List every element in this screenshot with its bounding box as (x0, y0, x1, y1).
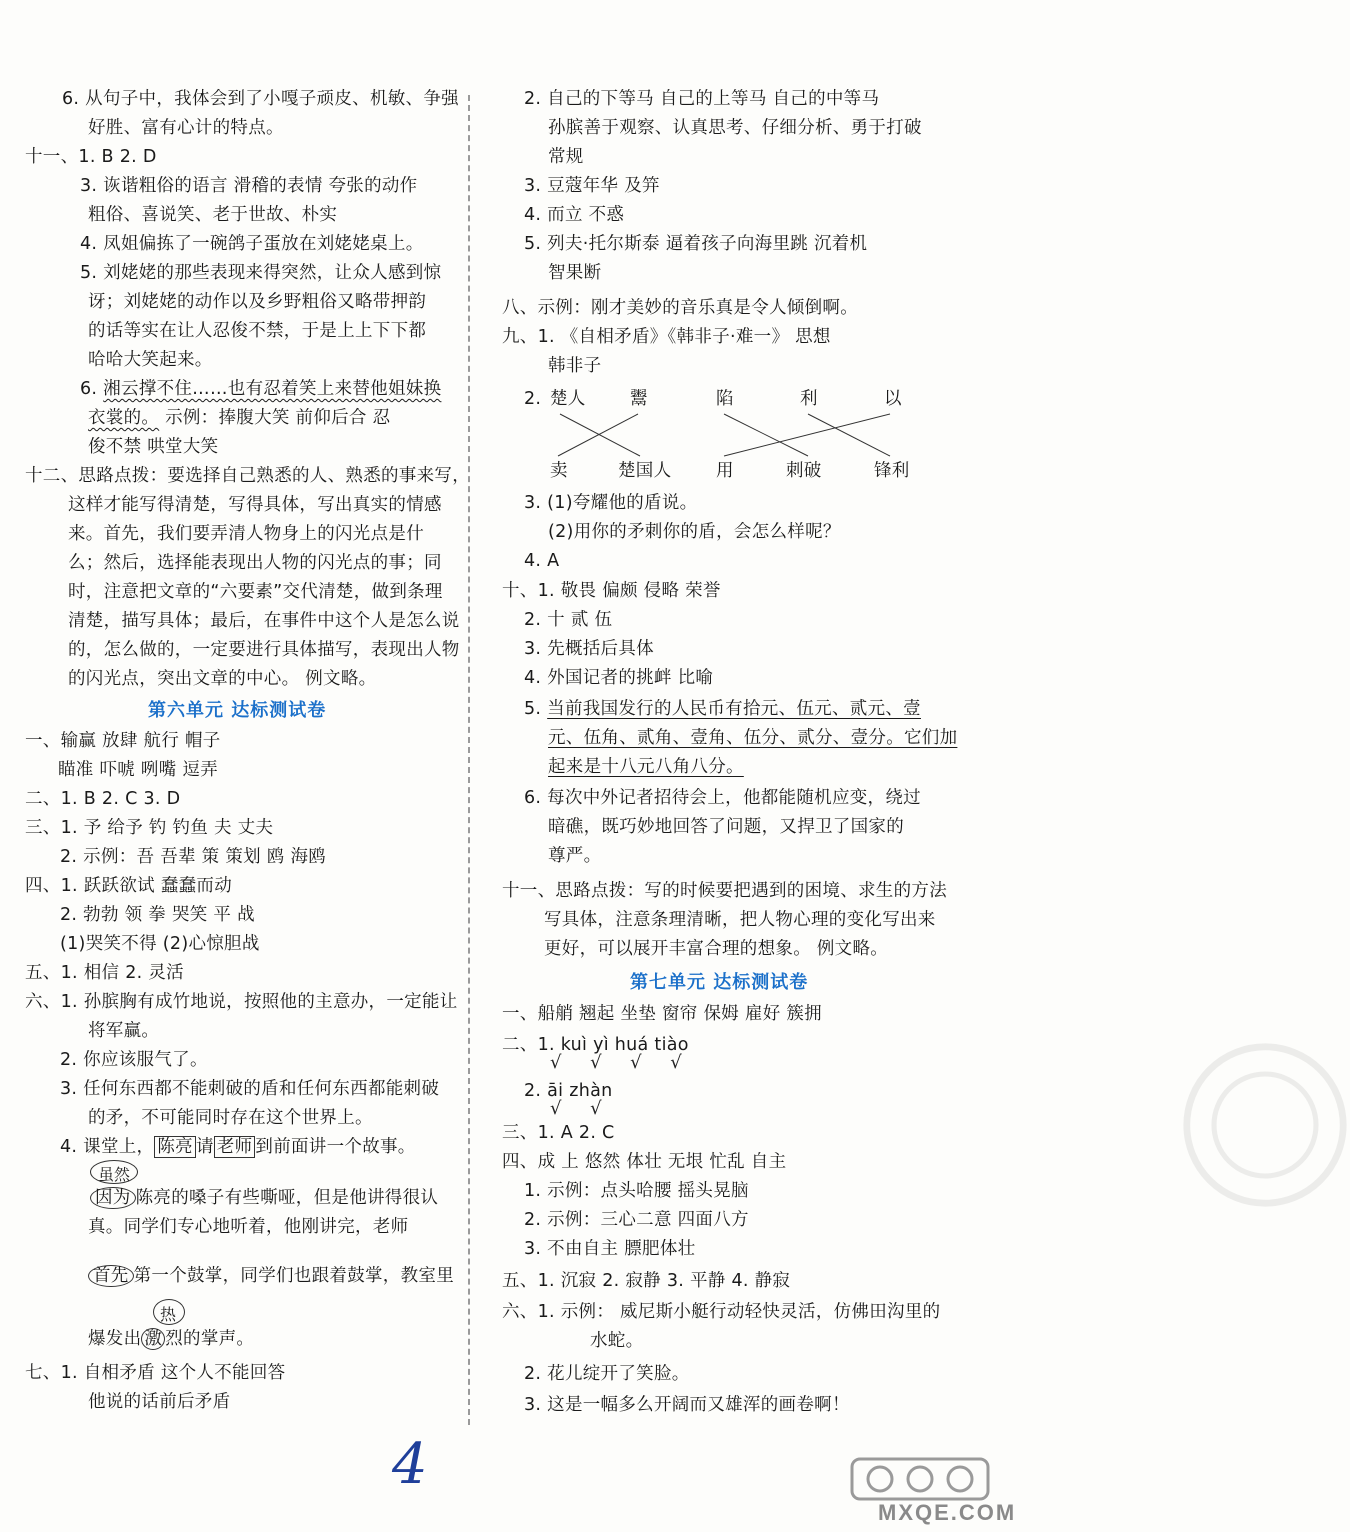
text-line: 二、1. kuì yì huá tiào (502, 1035, 689, 1055)
text-line: 3. 豆蔻年华 及笄 (524, 176, 660, 196)
text-line: 粗俗、喜说笑、老于世故、朴实 (88, 205, 338, 225)
text-line: 2. 你应该服气了。 (60, 1050, 208, 1070)
text-line: 三、1. 予 给予 钓 钓鱼 夫 丈夫 (25, 818, 274, 838)
answer-text: 示例：捧腹大笑 前仰后合 忍 (159, 408, 391, 428)
text-line: 么；然后，选择能表现出人物的闪光点的事；同 (68, 553, 442, 573)
text-line: 3. (1)夸耀他的盾说。 (524, 493, 698, 513)
text-line: 的，怎么做的，一定要进行具体描写，表现出人物 (68, 640, 460, 660)
text-line: 六、1. 孙膑胸有成竹地说，按照他的主意办，一定能让 (25, 992, 458, 1012)
text-line: 尊严。 (548, 846, 602, 866)
match-top-word: 以 (884, 389, 902, 409)
text-line: 韩非子 (548, 356, 602, 376)
text-line: 4. 外国记者的挑衅 比喻 (524, 668, 714, 688)
match-bottom-word: 刺破 (786, 461, 822, 481)
text-line: 写具体，注意条理清晰，把人物心理的变化写出来 (544, 910, 936, 930)
text-line: 3. 诙谐粗俗的语言 滑稽的表情 夸张的动作 (80, 176, 418, 196)
match-bottom-word: 楚国人 (618, 461, 672, 481)
handwritten-insertion: 虽然 (98, 1165, 131, 1184)
text-line: 九、1. 《自相矛盾》《韩非子·难一》 思想 (502, 327, 831, 347)
text-line: 的话等实在让人忍俊不禁，于是上上下下都 (88, 321, 427, 341)
text-line: 六、1. 示例： 威尼斯小艇行动轻快灵活，仿佛田沟里的 (502, 1302, 941, 1322)
handwritten-insertion: 热 (160, 1305, 177, 1324)
insertion-oval (90, 1160, 138, 1184)
text-line: 2. 十 贰 伍 (524, 610, 613, 630)
text-line: 七、1. 自相矛盾 这个人不能回答 (25, 1363, 286, 1383)
text-line: 瞄准 吓唬 咧嘴 逗弄 (58, 760, 218, 780)
check-marks: √ √ (550, 1098, 602, 1119)
text-line: 八、示例：刚才美妙的音乐真是令人倾倒啊。 (502, 298, 858, 318)
circled-word: 因为 (90, 1187, 136, 1209)
check-marks: √ √ √ √ (550, 1052, 682, 1073)
underlined-text: 元、伍角、贰角、壹角、伍分、贰分、壹分。 (548, 728, 904, 748)
text-line: 的闪光点，突出文章的中心。 例文略。 (68, 669, 377, 689)
text-line: 好胜、富有心计的特点。 (88, 118, 284, 138)
item-number: 5. (524, 699, 548, 719)
circled-word: 首先 (88, 1265, 134, 1287)
text-line: 的矛，不可能同时存在这个世界上。 (88, 1108, 373, 1128)
text-line: 真。同学们专心地听着，他刚讲完，老师 (88, 1217, 409, 1237)
text-line (548, 756, 744, 778)
match-bottom-word: 锋利 (874, 461, 910, 481)
text-line: 五、1. 相信 2. 灵活 (25, 963, 184, 983)
text-line: 2. 勃勃 领 拳 哭笑 平 战 (60, 905, 255, 925)
item-number: 2. (524, 389, 542, 409)
boxed-correction: 陈亮 (154, 1136, 196, 1158)
text-line: 2. 自己的下等马 自己的上等马 自己的中等马 (524, 89, 880, 109)
page-number: 4 (392, 1432, 428, 1497)
text-line (548, 727, 957, 749)
text-line: 十二、思路点拨：要选择自己熟悉的人、熟悉的事来写， (25, 466, 470, 486)
section-heading-unit-7: 第七单元 达标测试卷 (630, 972, 809, 993)
column-divider (468, 95, 470, 1425)
text-line: 哈哈大笑起来。 (88, 350, 213, 370)
text-line: 一、输赢 放肆 航行 帽子 (25, 731, 221, 751)
text-line: 四、1. 跃跃欲试 蠢蠢而动 (25, 876, 233, 896)
text-line: 5. 刘姥姥的那些表现来得突然，让众人感到惊 (80, 263, 442, 283)
underlined-text: 当前我国发行的人民币有拾元、伍元、贰元、壹 (547, 699, 921, 719)
text-line (88, 407, 390, 429)
text-line: 暗礁，既巧妙地回答了问题，又捍卫了国家的 (548, 817, 904, 837)
text-line: 3. 这是一幅多么开阔而又雄浑的画卷啊！ (524, 1395, 850, 1415)
match-top-word: 楚人 (550, 389, 586, 409)
text-line: (1)哭笑不得 (2)心惊胆战 (60, 934, 260, 954)
text-line: 一、船艄 翘起 坐垫 窗帘 保姆 雇好 簇拥 (502, 1004, 822, 1024)
wavy-underlined-text: 湘云撑不住……也有忍着笑上来替他姐妹换 (103, 379, 442, 399)
matching-lines (490, 410, 990, 460)
answer-text: 第一个鼓掌，同学们也跟着鼓掌，教室里 (133, 1266, 455, 1286)
text-line: 他说的话前后矛盾 (88, 1392, 231, 1412)
text-line (80, 378, 441, 400)
answer-text: 爆发出 (88, 1329, 142, 1349)
text-line: 4. 而立 不惑 (524, 205, 625, 225)
text-line: 2. 示例：三心二意 四面八方 (524, 1210, 749, 1230)
text-line: 十一、1. B 2. D (25, 147, 157, 167)
match-top-word: 陷 (716, 389, 734, 409)
text-line: 水蛇。 (590, 1331, 644, 1351)
text-line: 2. 花儿绽开了笑脸。 (524, 1364, 690, 1384)
text-line (60, 1136, 416, 1158)
text-line: 讶；刘姥姥的动作以及乡野粗俗又略带押韵 (88, 292, 427, 312)
text-line: 常规 (548, 147, 584, 167)
text-line: 2. 示例：吾 吾辈 策 策划 鸥 海鸥 (60, 847, 327, 867)
text-line: 3. 任何东西都不能刺破的盾和任何东西都能刺破 (60, 1079, 440, 1099)
watermark-text: MXQE.COM (878, 1500, 1017, 1525)
text-line: 孙膑善于观察、认真思考、仔细分析、勇于打破 (548, 118, 922, 138)
answer-text: 请 (195, 1137, 214, 1157)
text-line: 来。首先，我们要弄清人物身上的闪光点是什 (68, 524, 424, 544)
circled-word: 激 (141, 1328, 165, 1350)
text-line: 清楚，描写具体；最后，在事件中这个人是怎么说 (68, 611, 460, 631)
text-line: 更好，可以展开丰富合理的想象。 例文略。 (544, 939, 889, 959)
text-line: 俊不禁 哄堂大笑 (88, 437, 219, 457)
text-line: 二、1. B 2. C 3. D (25, 789, 181, 809)
text-line (88, 1265, 454, 1287)
text-line: 6. 每次中外记者招待会上，他都能随机应变，绕过 (524, 788, 921, 808)
match-top-word: 利 (800, 389, 818, 409)
text-line: 2. āi zhàn (524, 1081, 613, 1101)
answer-text: 烈的掌声。 (165, 1329, 255, 1349)
faint-watermark-stamp (1180, 1040, 1350, 1210)
text-line: 时，注意把文章的“六要素”交代清楚，做到条理 (68, 582, 443, 602)
text-line: 十、1. 敬畏 偏颇 侵略 荣誉 (502, 581, 721, 601)
wavy-underlined-text: 衣裳的。 (88, 408, 160, 428)
answer-text: 到前面讲一个故事。 (255, 1137, 416, 1157)
insertion-oval (153, 1299, 185, 1325)
text-line: 五、1. 沉寂 2. 寂静 3. 平静 4. 静寂 (502, 1271, 791, 1291)
text-line: 1. 示例：点头哈腰 摇头晃脑 (524, 1181, 749, 1201)
text-line (90, 1187, 438, 1209)
section-heading-unit-6: 第六单元 达标测试卷 (148, 700, 327, 721)
boxed-correction: 老师 (214, 1136, 256, 1158)
text-line: 十一、思路点拨：写的时候要把遇到的困境、求生的方法 (502, 881, 947, 901)
text-line: 三、1. A 2. C (502, 1123, 615, 1143)
match-top-word: 鬻 (630, 389, 648, 409)
match-bottom-word: 卖 (550, 461, 568, 481)
underlined-text: 起来是十八元八角八分。 (548, 757, 744, 777)
text-line: 6. 从句子中，我体会到了小嘎子顽皮、机敏、争强 (62, 89, 459, 109)
item-number: 6. (80, 379, 104, 399)
text-line: 智果断 (548, 263, 602, 283)
text-line: (2)用你的矛刺你的盾，会怎么样呢？ (548, 522, 841, 542)
text-line: 四、成 上 悠然 体壮 无垠 忙乱 自主 (502, 1152, 787, 1172)
answer-text: 4. 课堂上， (60, 1137, 155, 1157)
text-line: 这样才能写得清楚，写得具体，写出真实的情感 (68, 495, 442, 515)
answer-text: 陈亮的嗓子有些嘶哑，但是他讲得很认 (135, 1188, 439, 1208)
text-line: 5. 列夫·托尔斯泰 逼着孩子向海里跳 沉着机 (524, 234, 868, 254)
text-line (88, 1328, 254, 1350)
text-line: 3. 不由自主 膘肥体壮 (524, 1239, 696, 1259)
text-line: 将军赢。 (88, 1021, 160, 1041)
text-line: 3. 先概括后具体 (524, 639, 654, 659)
text-line: 4. A (524, 551, 560, 571)
text-line (524, 698, 921, 720)
match-bottom-word: 用 (716, 461, 734, 481)
text-line: 4. 凤姐偏拣了一碗鸽子蛋放在刘姥姥桌上。 (80, 234, 424, 254)
underlined-text: 它们加 (904, 728, 958, 748)
